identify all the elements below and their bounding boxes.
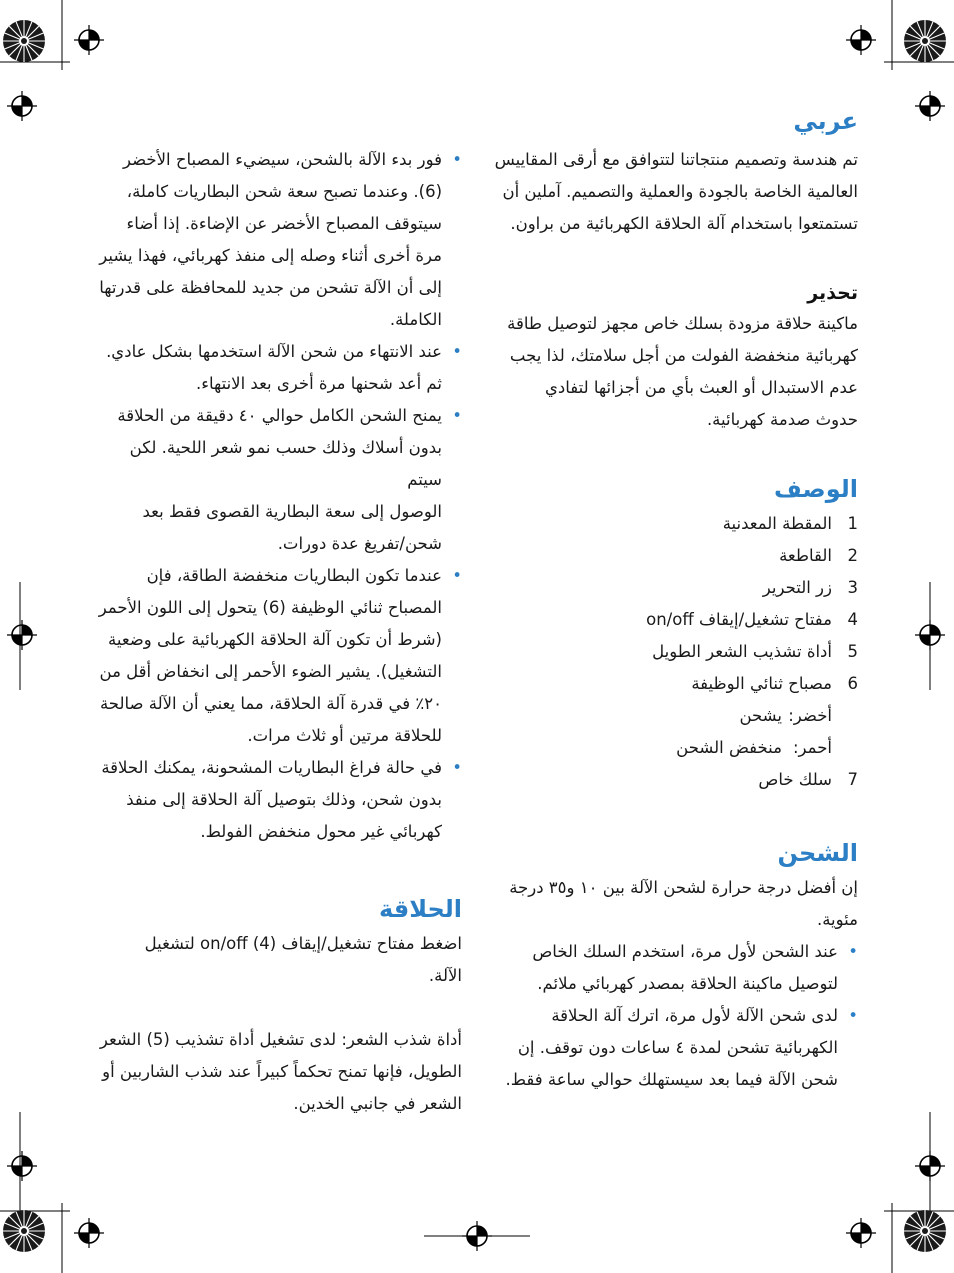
list-item: • فور بدء الآلة بالشحن، سيضيء المصباح الأخضر (6). وعندما تصبح سعة شحن البطاريات كاملة، سيتوقف المصباح الأخضر عن الإضاءة. إذا أضاء مرة أخرى أثناء وصله إلى منفذ كهربائي، فهذا يشير إلى أن الآلة تشحن من جديد للمحافظة على قدرتها الكاملة. [96, 144, 462, 336]
list-item: 4 مفتاح تشغيل/إيقاف on/off [646, 610, 858, 629]
list-item: • يمنح الشحن الكامل حوالي ٤٠ دقيقة من الحلاقة بدون أسلاك وذلك حسب نمو شعر اللحية. لكن سيتم الوصول إلى سعة البطارية القصوى فقط بعد شحن/تفريغ عدة دورات. [96, 400, 462, 560]
list-item: 7 سلك خاص [758, 770, 858, 789]
shaving-heading: الحلاقة [378, 895, 462, 923]
intro-paragraph: تم هندسة وتصميم منتجاتنا لتتوافق مع أرقى المقاييس العالمية الخاصة بالجودة والعملية والتصميم. آملين أن تستمتعوا باستخدام آلة الحلاقة الكهربائية من براون. [494, 150, 858, 233]
warning-paragraph: ماكينة حلاقة مزودة بسلك خاص مجهز لتوصيل طاقة كهربائية منخفضة الفولت من أجل سلامتك، لذا يجب عدم الاستبدال أو العبث بأي من أجزائها لتفادي حدوث صدمة كهربائية. [507, 314, 858, 429]
description-list [480, 508, 858, 796]
list-item: 2 القاطعة [779, 546, 858, 565]
description-heading: الوصف [773, 475, 858, 503]
charging-intro: إن أفضل درجة حرارة لشحن الآلة بين ١٠ و٣٥ درجة مئوية. [509, 878, 858, 929]
language-heading: عربي [793, 107, 858, 135]
lamp-red-row: أحمر: منخفض الشحن [676, 738, 832, 757]
list-item: 5 أداة تشذيب الشعر الطويل [652, 642, 858, 661]
column-intro [480, 104, 858, 1096]
charging-bullets-continued [96, 144, 462, 848]
charging-heading: الشحن [777, 839, 858, 867]
shaving-paragraph: اضغط مفتاح تشغيل/إيقاف on/off (4) لتشغيل الآلة. [144, 934, 462, 985]
list-item: 1 المقطة المعدنية [722, 514, 858, 533]
warning-heading: تحذير [807, 282, 858, 304]
list-item: 6 مصباح ثنائي الوظيفة [691, 674, 858, 693]
list-item: • عند الانتهاء من شحن الآلة استخدمها بشكل عادي. ثم أعد شحنها مرة أخرى بعد الانتهاء. [96, 336, 462, 400]
list-item: • عندما تكون البطاريات منخفضة الطاقة، فإن المصباح ثنائي الوظيفة (6) يتحول إلى اللون الأحمر (شرط أن تكون آلة الحلاقة الكهربائية على وضعية التشغيل). يشير الضوء الأحمر إلى انخفاض أقل من ٢٠٪ في قدرة آلة الحلاقة، مما يعني أن الآلة صالحة للحلاقة مرتين أو ثلاث مرات. [96, 560, 462, 752]
charging-bullets [480, 936, 858, 1096]
lamp-green-row: أخضر: يشحن [739, 706, 832, 725]
list-item: 3 زر التحرير [762, 578, 858, 597]
list-item: • لدى شحن الآلة لأول مرة، اترك آلة الحلاقة الكهربائية تشحن لمدة ٤ ساعات دون توقف. إن شحن الآلة فيما بعد سيستهلك حوالي ساعة فقط. [480, 1000, 858, 1096]
list-item: • في حالة فراغ البطاريات المشحونة، يمكنك الحلاقة بدون شحن، وذلك بتوصيل آلة الحلاقة إلى منفذ كهربائي غير محول منخفض الفولط. [96, 752, 462, 848]
list-item: • عند الشحن لأول مرة، استخدم السلك الخاص لتوصيل ماكينة الحلاقة بمصدر كهربائي ملائم. [480, 936, 858, 1000]
column-charging-continued [96, 144, 462, 1120]
trimmer-paragraph: أداة شذب الشعر: لدى تشغيل أداة تشذيب (5) الشعر الطويل، فإنها تمنح تحكماً كبيراً عند شذب الشاربين أو الشعر في جانبي الخدين. [99, 1030, 462, 1113]
